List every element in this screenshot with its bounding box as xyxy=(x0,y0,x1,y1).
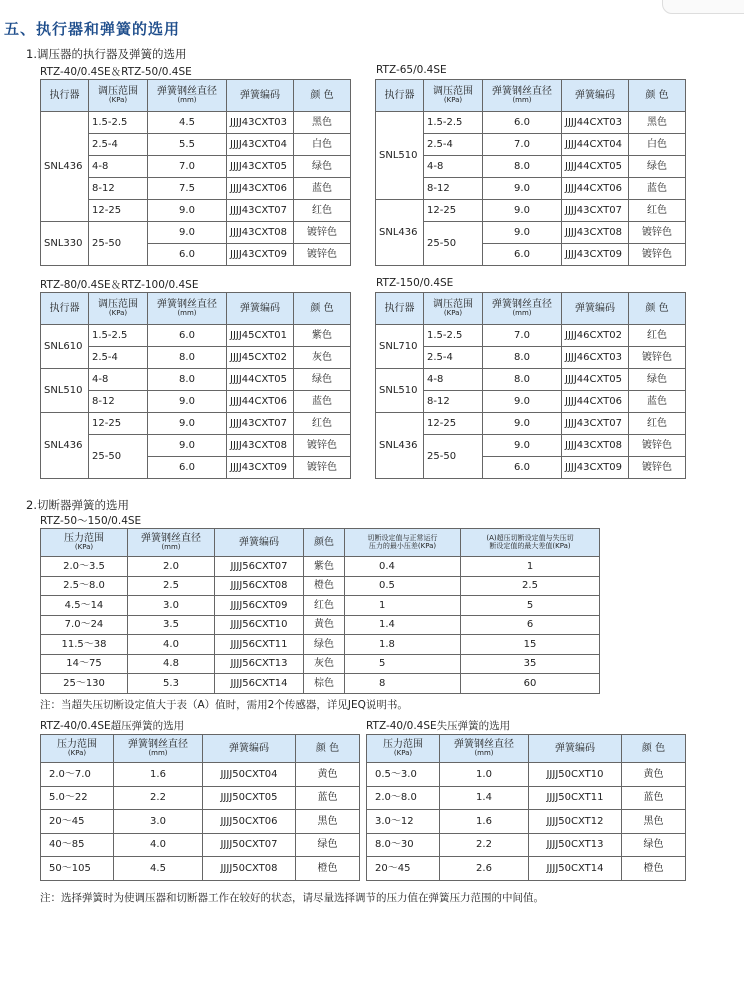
cell-actuator: SNL610 xyxy=(41,325,89,369)
cell-actuator: SNL510 xyxy=(376,369,424,413)
cell-wire: 9.0 xyxy=(483,178,562,200)
cell-color: 绿色 xyxy=(294,156,351,178)
cell-color: 绿色 xyxy=(629,369,686,391)
table-row xyxy=(41,810,360,834)
table-row xyxy=(41,615,600,635)
col-color: 颜 色 xyxy=(622,735,686,763)
cell-pressure: 14～75 xyxy=(41,654,128,674)
cell-range: 25-50 xyxy=(89,222,148,266)
cell-color: 红色 xyxy=(304,596,345,616)
cell-code: JJJJ50CXT05 xyxy=(203,786,296,810)
table-row xyxy=(41,413,351,435)
cell-code: JJJJ56CXT13 xyxy=(215,654,304,674)
cell-color: 镀锌色 xyxy=(294,457,351,479)
cell-wire: 9.0 xyxy=(148,200,227,222)
footnote: 注：选择弹簧时为使调压器和切断器工作在较好的状态，请尽量选择调节的压力值在弹簧压力范围的中间值。 xyxy=(40,892,544,904)
col-code: 弹簧编码 xyxy=(227,293,294,325)
cell-wire: 5.5 xyxy=(148,134,227,156)
table3 xyxy=(40,292,351,479)
table4 xyxy=(375,292,686,479)
cell-code: JJJJ50CXT06 xyxy=(203,810,296,834)
cell-color: 蓝色 xyxy=(622,786,686,810)
cell-color: 白色 xyxy=(629,134,686,156)
cell-color: 镀锌色 xyxy=(294,222,351,244)
col-actuator: 执行器 xyxy=(376,80,424,112)
col-wire: 弹簧钢丝直径 (mm) xyxy=(483,293,562,325)
cell-color: 红色 xyxy=(629,413,686,435)
cell-wire: 9.0 xyxy=(483,222,562,244)
cell-wire: 2.5 xyxy=(128,576,215,596)
table-row xyxy=(41,635,600,655)
cell-actuator: SNL436 xyxy=(41,413,89,479)
cell-wire: 7.0 xyxy=(483,134,562,156)
cell-wire: 8.0 xyxy=(148,347,227,369)
cell-code: JJJJ43CXT08 xyxy=(562,435,629,457)
table-row xyxy=(41,857,360,881)
col-color: 颜色 xyxy=(304,529,345,557)
col-wire: 弹簧钢丝直径 (mm) xyxy=(440,735,529,763)
cell-color: 镀锌色 xyxy=(629,222,686,244)
col-code: 弹簧编码 xyxy=(529,735,622,763)
cell-color: 蓝色 xyxy=(629,178,686,200)
cell-range: 1.5-2.5 xyxy=(89,112,148,134)
table-row xyxy=(41,763,360,787)
header-row xyxy=(41,529,600,557)
col-wire: 弹簧钢丝直径 (mm) xyxy=(148,293,227,325)
cell-actuator: SNL436 xyxy=(376,200,424,266)
cell-code: JJJJ44CXT03 xyxy=(562,112,629,134)
cell-wire: 1.6 xyxy=(440,810,529,834)
table7 xyxy=(366,734,686,881)
cell-color: 紫色 xyxy=(304,557,345,577)
cell-color: 蓝色 xyxy=(629,391,686,413)
cell-code: JJJJ50CXT04 xyxy=(203,763,296,787)
cell-code: JJJJ43CXT05 xyxy=(227,156,294,178)
cell-wire: 7.0 xyxy=(483,325,562,347)
cell-wire: 8.0 xyxy=(483,347,562,369)
cell-wire: 2.2 xyxy=(114,786,203,810)
cell-range: 2.5-4 xyxy=(89,347,148,369)
cell-wire: 3.5 xyxy=(128,615,215,635)
cell-actuator: SNL510 xyxy=(41,369,89,413)
cell-color: 黄色 xyxy=(296,763,360,787)
cell-wire: 6.0 xyxy=(148,244,227,266)
cell-wire: 9.0 xyxy=(483,391,562,413)
cell-code: JJJJ43CXT09 xyxy=(562,457,629,479)
cell-actuator: SNL436 xyxy=(41,112,89,222)
table-row xyxy=(376,112,686,134)
table-row xyxy=(41,369,351,391)
cell-code: JJJJ43CXT08 xyxy=(227,435,294,457)
cell-color: 白色 xyxy=(294,134,351,156)
header-row xyxy=(376,293,686,325)
cell-code: JJJJ43CXT08 xyxy=(227,222,294,244)
table6 xyxy=(40,734,360,881)
cell-color: 红色 xyxy=(294,413,351,435)
table-row xyxy=(367,833,686,857)
cell-pressure: 2.0～3.5 xyxy=(41,557,128,577)
col-code: 弹簧编码 xyxy=(203,735,296,763)
cell-range: 2.5-4 xyxy=(89,134,148,156)
cell-code: JJJJ56CXT07 xyxy=(215,557,304,577)
cell-code: JJJJ43CXT07 xyxy=(562,200,629,222)
cell-pressure: 5.0～22 xyxy=(41,786,114,810)
col-wire: 弹簧钢丝直径 (mm) xyxy=(128,529,215,557)
cell-actuator: SNL330 xyxy=(41,222,89,266)
cell-max-diff: 1 xyxy=(461,557,600,577)
cell-wire: 4.5 xyxy=(114,857,203,881)
cell-pressure: 20～45 xyxy=(367,857,440,881)
cell-code: JJJJ43CXT06 xyxy=(227,178,294,200)
cell-min-diff: 1.4 xyxy=(345,615,461,635)
cell-pressure: 40～85 xyxy=(41,833,114,857)
col-color: 颜 色 xyxy=(294,80,351,112)
cell-color: 蓝色 xyxy=(294,391,351,413)
cell-max-diff: 35 xyxy=(461,654,600,674)
cell-pressure: 2.5～8.0 xyxy=(41,576,128,596)
table2-caption: RTZ-65/0.4SE xyxy=(376,64,447,76)
cell-range: 8-12 xyxy=(424,391,483,413)
cell-code: JJJJ50CXT08 xyxy=(203,857,296,881)
cell-pressure: 3.0～12 xyxy=(367,810,440,834)
table3-caption: RTZ-80/0.4SE＆RTZ-100/0.4SE xyxy=(40,279,199,291)
col-color: 颜 色 xyxy=(294,293,351,325)
cell-color: 红色 xyxy=(629,200,686,222)
cell-code: JJJJ44CXT05 xyxy=(562,369,629,391)
table-row xyxy=(367,786,686,810)
cell-wire: 9.0 xyxy=(483,413,562,435)
cell-wire: 9.0 xyxy=(148,222,227,244)
cell-wire: 3.0 xyxy=(128,596,215,616)
cell-pressure: 7.0～24 xyxy=(41,615,128,635)
col-range: 调压范围 (KPa) xyxy=(89,293,148,325)
cell-range: 12-25 xyxy=(424,413,483,435)
cell-wire: 9.0 xyxy=(483,435,562,457)
cell-wire: 4.0 xyxy=(114,833,203,857)
col-pressure: 压力范围 (KPa) xyxy=(367,735,440,763)
cell-color: 黑色 xyxy=(629,112,686,134)
cell-color: 黑色 xyxy=(294,112,351,134)
cell-range: 12-25 xyxy=(89,413,148,435)
cell-min-diff: 0.5 xyxy=(345,576,461,596)
section1-title: 1.调压器的执行器及弹簧的选用 xyxy=(26,47,187,61)
table-row xyxy=(41,786,360,810)
table-row xyxy=(376,325,686,347)
col-wire: 弹簧钢丝直径 (mm) xyxy=(114,735,203,763)
cell-wire: 6.0 xyxy=(483,112,562,134)
cell-range: 1.5-2.5 xyxy=(424,325,483,347)
col-code: 弹簧编码 xyxy=(215,529,304,557)
cell-min-diff: 1.8 xyxy=(345,635,461,655)
cell-wire: 9.0 xyxy=(148,413,227,435)
cell-wire: 4.0 xyxy=(128,635,215,655)
cell-color: 红色 xyxy=(294,200,351,222)
cell-code: JJJJ43CXT07 xyxy=(562,413,629,435)
cell-color: 镀锌色 xyxy=(629,457,686,479)
cell-max-diff: 60 xyxy=(461,674,600,694)
col-wire: 弹簧钢丝直径 (mm) xyxy=(483,80,562,112)
cell-pressure: 25～130 xyxy=(41,674,128,694)
cell-wire: 9.0 xyxy=(483,200,562,222)
cell-range: 4-8 xyxy=(424,369,483,391)
table6-caption: RTZ-40/0.4SE超压弹簧的选用 xyxy=(40,720,185,732)
cell-wire: 5.3 xyxy=(128,674,215,694)
cell-code: JJJJ44CXT06 xyxy=(562,391,629,413)
cell-color: 棕色 xyxy=(304,674,345,694)
col-range: 调压范围 (KPa) xyxy=(424,80,483,112)
table5 xyxy=(40,528,600,694)
cell-pressure: 2.0～8.0 xyxy=(367,786,440,810)
cell-actuator: SNL436 xyxy=(376,413,424,479)
cell-code: JJJJ46CXT02 xyxy=(562,325,629,347)
cell-wire: 8.0 xyxy=(483,156,562,178)
cell-color: 橙色 xyxy=(622,857,686,881)
cell-code: JJJJ56CXT09 xyxy=(215,596,304,616)
cell-color: 黄色 xyxy=(622,763,686,787)
cell-color: 蓝色 xyxy=(296,786,360,810)
table-row xyxy=(367,857,686,881)
cell-color: 橙色 xyxy=(304,576,345,596)
cell-color: 黄色 xyxy=(304,615,345,635)
cell-range: 1.5-2.5 xyxy=(424,112,483,134)
section2-title: 2.切断器弹簧的选用 xyxy=(26,498,129,512)
header-row xyxy=(41,293,351,325)
cell-wire: 7.0 xyxy=(148,156,227,178)
cell-code: JJJJ43CXT09 xyxy=(562,244,629,266)
header-row xyxy=(376,80,686,112)
cell-range: 4-8 xyxy=(424,156,483,178)
table-row xyxy=(41,222,351,244)
table2 xyxy=(375,79,686,266)
col-color: 颜 色 xyxy=(629,293,686,325)
cell-range: 4-8 xyxy=(89,369,148,391)
table-row xyxy=(367,810,686,834)
cell-max-diff: 15 xyxy=(461,635,600,655)
table-row xyxy=(376,200,686,222)
col-pressure: 压力范围 (KPa) xyxy=(41,735,114,763)
cell-wire: 9.0 xyxy=(148,435,227,457)
cell-color: 橙色 xyxy=(296,857,360,881)
table-row xyxy=(41,596,600,616)
cell-range: 8-12 xyxy=(424,178,483,200)
cell-pressure: 4.5～14 xyxy=(41,596,128,616)
col-min-diff: 切断设定值与正常运行 压力的最小压差(KPa) xyxy=(345,529,461,557)
cell-pressure: 11.5～38 xyxy=(41,635,128,655)
table-row xyxy=(367,763,686,787)
table-row xyxy=(41,112,351,134)
cell-color: 绿色 xyxy=(304,635,345,655)
cell-code: JJJJ56CXT10 xyxy=(215,615,304,635)
cell-code: JJJJ44CXT06 xyxy=(562,178,629,200)
cell-min-diff: 8 xyxy=(345,674,461,694)
cell-color: 灰色 xyxy=(294,347,351,369)
cell-code: JJJJ50CXT10 xyxy=(529,763,622,787)
header-row xyxy=(41,80,351,112)
cell-color: 灰色 xyxy=(304,654,345,674)
col-actuator: 执行器 xyxy=(41,293,89,325)
table1-caption: RTZ-40/0.4SE＆RTZ-50/0.4SE xyxy=(40,66,192,78)
cell-wire: 6.0 xyxy=(148,457,227,479)
table7-caption: RTZ-40/0.4SE失压弹簧的选用 xyxy=(366,720,511,732)
corner-widget xyxy=(662,0,744,14)
cell-code: JJJJ43CXT04 xyxy=(227,134,294,156)
header-row xyxy=(367,735,686,763)
cell-wire: 7.5 xyxy=(148,178,227,200)
cell-wire: 1.0 xyxy=(440,763,529,787)
cell-wire: 2.2 xyxy=(440,833,529,857)
table-row xyxy=(376,369,686,391)
cell-wire: 6.0 xyxy=(483,457,562,479)
cell-color: 黑色 xyxy=(296,810,360,834)
cell-actuator: SNL710 xyxy=(376,325,424,369)
cell-color: 绿色 xyxy=(622,833,686,857)
table5-note: 注：当超失压切断设定值大于表（A）值时，需用2个传感器，详见JEQ说明书。 xyxy=(40,699,408,711)
cell-color: 镀锌色 xyxy=(629,435,686,457)
table-row xyxy=(41,833,360,857)
cell-code: JJJJ50CXT07 xyxy=(203,833,296,857)
cell-code: JJJJ43CXT07 xyxy=(227,200,294,222)
cell-range: 1.5-2.5 xyxy=(89,325,148,347)
table-row xyxy=(376,413,686,435)
cell-color: 绿色 xyxy=(296,833,360,857)
cell-code: JJJJ50CXT14 xyxy=(529,857,622,881)
cell-max-diff: 6 xyxy=(461,615,600,635)
table-row xyxy=(41,325,351,347)
cell-max-diff: 2.5 xyxy=(461,576,600,596)
cell-color: 镀锌色 xyxy=(294,244,351,266)
col-range: 调压范围 (KPa) xyxy=(89,80,148,112)
cell-min-diff: 0.4 xyxy=(345,557,461,577)
cell-wire: 1.6 xyxy=(114,763,203,787)
cell-wire: 1.4 xyxy=(440,786,529,810)
cell-code: JJJJ43CXT09 xyxy=(227,244,294,266)
cell-range: 4-8 xyxy=(89,156,148,178)
cell-pressure: 2.0～7.0 xyxy=(41,763,114,787)
cell-range: 25-50 xyxy=(424,222,483,266)
cell-code: JJJJ43CXT07 xyxy=(227,413,294,435)
cell-code: JJJJ44CXT06 xyxy=(227,391,294,413)
col-color: 颜 色 xyxy=(296,735,360,763)
cell-code: JJJJ44CXT04 xyxy=(562,134,629,156)
cell-min-diff: 5 xyxy=(345,654,461,674)
cell-code: JJJJ43CXT03 xyxy=(227,112,294,134)
cell-range: 25-50 xyxy=(89,435,148,479)
cell-wire: 9.0 xyxy=(148,391,227,413)
cell-code: JJJJ44CXT05 xyxy=(227,369,294,391)
cell-range: 12-25 xyxy=(424,200,483,222)
cell-code: JJJJ50CXT12 xyxy=(529,810,622,834)
cell-range: 8-12 xyxy=(89,178,148,200)
cell-color: 蓝色 xyxy=(294,178,351,200)
cell-wire: 2.6 xyxy=(440,857,529,881)
cell-pressure: 8.0～30 xyxy=(367,833,440,857)
cell-wire: 6.0 xyxy=(483,244,562,266)
cell-min-diff: 1 xyxy=(345,596,461,616)
col-wire: 弹簧钢丝直径 (mm) xyxy=(148,80,227,112)
cell-wire: 6.0 xyxy=(148,325,227,347)
cell-actuator: SNL510 xyxy=(376,112,424,200)
table1 xyxy=(40,79,351,266)
cell-pressure: 20～45 xyxy=(41,810,114,834)
cell-code: JJJJ45CXT02 xyxy=(227,347,294,369)
cell-range: 2.5-4 xyxy=(424,347,483,369)
col-actuator: 执行器 xyxy=(376,293,424,325)
cell-range: 2.5-4 xyxy=(424,134,483,156)
col-pressure: 压力范围 (KPa) xyxy=(41,529,128,557)
table5-caption: RTZ-50～150/0.4SE xyxy=(40,515,142,527)
cell-wire: 8.0 xyxy=(483,369,562,391)
cell-range: 8-12 xyxy=(89,391,148,413)
cell-color: 绿色 xyxy=(294,369,351,391)
cell-code: JJJJ56CXT14 xyxy=(215,674,304,694)
table-row xyxy=(41,674,600,694)
table4-caption: RTZ-150/0.4SE xyxy=(376,277,454,289)
table-row xyxy=(41,576,600,596)
cell-wire: 8.0 xyxy=(148,369,227,391)
col-max-diff: (A)超压切断设定值与失压切 断设定值的最大差值(KPa) xyxy=(461,529,600,557)
header-row xyxy=(41,735,360,763)
cell-wire: 3.0 xyxy=(114,810,203,834)
page-heading: 五、执行器和弹簧的选用 xyxy=(4,20,181,38)
cell-color: 镀锌色 xyxy=(629,347,686,369)
cell-code: JJJJ50CXT11 xyxy=(529,786,622,810)
col-code: 弹簧编码 xyxy=(562,80,629,112)
cell-code: JJJJ45CXT01 xyxy=(227,325,294,347)
cell-code: JJJJ50CXT13 xyxy=(529,833,622,857)
col-color: 颜 色 xyxy=(629,80,686,112)
cell-color: 紫色 xyxy=(294,325,351,347)
cell-wire: 2.0 xyxy=(128,557,215,577)
table-row xyxy=(41,557,600,577)
cell-code: JJJJ44CXT05 xyxy=(562,156,629,178)
cell-color: 镀锌色 xyxy=(294,435,351,457)
cell-code: JJJJ43CXT09 xyxy=(227,457,294,479)
col-code: 弹簧编码 xyxy=(562,293,629,325)
cell-pressure: 0.5～3.0 xyxy=(367,763,440,787)
cell-color: 镀锌色 xyxy=(629,244,686,266)
cell-max-diff: 5 xyxy=(461,596,600,616)
col-range: 调压范围 (KPa) xyxy=(424,293,483,325)
cell-color: 黑色 xyxy=(622,810,686,834)
cell-range: 12-25 xyxy=(89,200,148,222)
cell-wire: 4.8 xyxy=(128,654,215,674)
cell-code: JJJJ43CXT08 xyxy=(562,222,629,244)
cell-wire: 4.5 xyxy=(148,112,227,134)
cell-color: 绿色 xyxy=(629,156,686,178)
cell-range: 25-50 xyxy=(424,435,483,479)
col-actuator: 执行器 xyxy=(41,80,89,112)
cell-color: 红色 xyxy=(629,325,686,347)
cell-code: JJJJ56CXT11 xyxy=(215,635,304,655)
cell-code: JJJJ46CXT03 xyxy=(562,347,629,369)
cell-code: JJJJ56CXT08 xyxy=(215,576,304,596)
cell-pressure: 50～105 xyxy=(41,857,114,881)
col-code: 弹簧编码 xyxy=(227,80,294,112)
table-row xyxy=(41,654,600,674)
